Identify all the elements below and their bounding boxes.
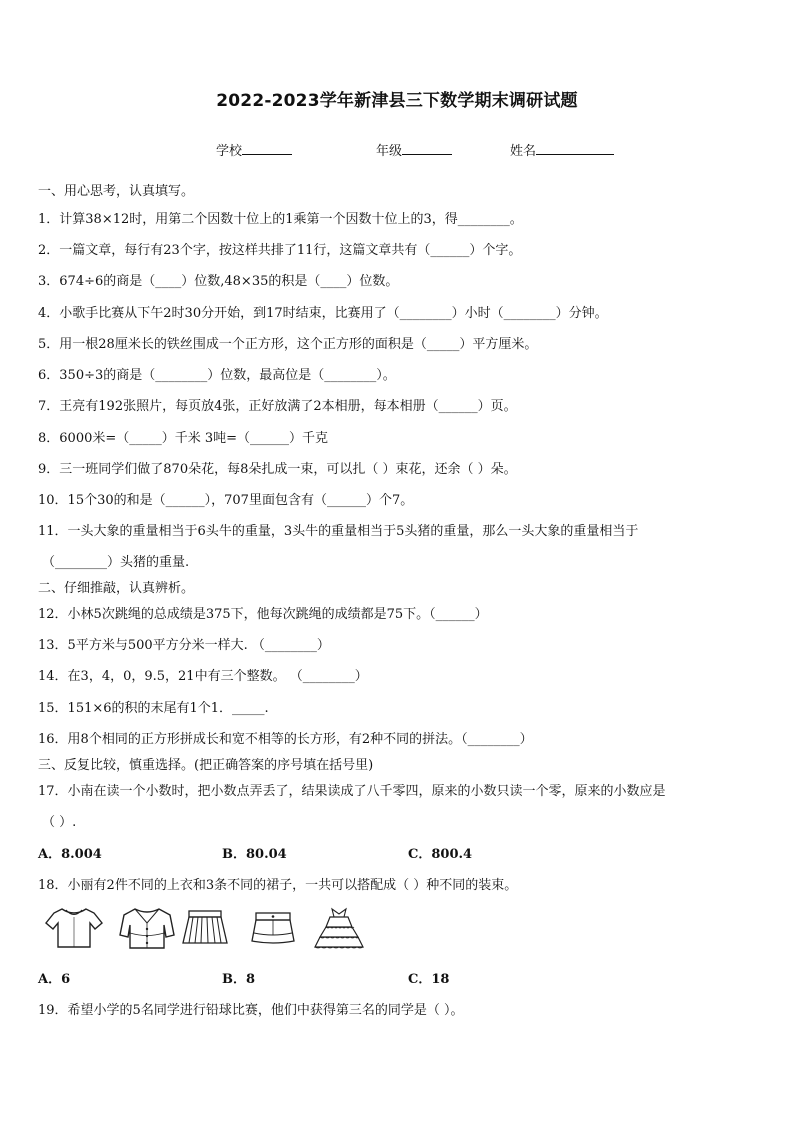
school-label: 学校	[216, 144, 243, 159]
school-field	[216, 140, 292, 159]
question-18: 18．小丽有2件不同的上衣和3条不同的裙子，一共可以搭配成（ ）种不同的装束。	[38, 878, 518, 893]
pleated-skirt-icon	[180, 905, 230, 951]
section-heading-3: 三、反复比较，慎重选择。(把正确答案的序号填在括号里)	[38, 758, 374, 773]
question-10: 10．15个30的和是（______），707里面包含有（______）个7。	[38, 493, 414, 508]
name-blank[interactable]	[536, 141, 614, 155]
question-13: 13．5平方米与500平方分米一样大. （________）	[38, 638, 330, 653]
question-9: 9．三一班同学们做了870朵花，每8朵扎成一束，可以扎（ ）束花，还余（ ）朵。	[38, 462, 517, 477]
short-skirt-icon	[248, 905, 298, 951]
section-heading-2: 二、仔细推敲，认真辨析。	[38, 581, 195, 596]
ruffled-skirt-icon	[312, 905, 366, 951]
question-11-continued: （________）头猪的重量.	[42, 555, 190, 570]
q18-option-a: A．6	[38, 972, 71, 987]
grade-blank[interactable]	[402, 141, 452, 155]
question-1: 1．计算38×12时，用第二个因数十位上的1乘第一个因数十位上的3，得________。	[38, 212, 523, 227]
q17-option-a: A．8.004	[38, 847, 102, 862]
question-4: 4．小歌手比赛从下午2时30分开始，到17时结束，比赛用了（________）小时（________）分钟。	[38, 306, 608, 321]
q18-option-c: C．18	[408, 972, 450, 987]
question-17: 17．小南在读一个小数时，把小数点弄丢了，结果读成了八千零四，原来的小数只读一个零，原来的小数应是	[38, 784, 666, 799]
question-2: 2．一篇文章，每行有23个字，按这样共排了11行，这篇文章共有（______）个字。	[38, 243, 522, 258]
question-6: 6．350÷3的商是（________）位数，最高位是（________）。	[38, 368, 396, 383]
name-field	[510, 140, 614, 159]
question-15: 15．151×6的积的末尾有1个1．_____.	[38, 701, 269, 716]
name-label: 姓名	[510, 144, 537, 159]
section-heading-1: 一、用心思考，认真填写。	[38, 184, 195, 199]
grade-label: 年级	[376, 144, 403, 159]
blouse-icon	[118, 905, 176, 951]
page-title: 2022-2023学年新津县三下数学期末调研试题	[216, 91, 578, 111]
grade-field	[376, 140, 452, 159]
question-12: 12．小林5次跳绳的总成绩是375下，他每次跳绳的成绩都是75下。（______）	[38, 607, 488, 622]
q17-option-b: B．80.04	[222, 847, 287, 862]
question-8: 8．6000米=（_____）千米 3吨=（______）千克	[38, 431, 329, 446]
question-17-continued: （ ）.	[42, 815, 77, 830]
question-7: 7．王亮有192张照片，每页放4张，正好放满了2本相册，每本相册（______）页。	[38, 399, 517, 414]
question-16: 16．用8个相同的正方形拼成长和宽不相等的长方形，有2种不同的拼法。（________）	[38, 732, 533, 747]
question-11: 11．一头大象的重量相当于6头牛的重量，3头牛的重量相当于5头猪的重量，那么一头大象的重量相当于	[38, 524, 639, 539]
shirt-icon	[44, 905, 104, 951]
question-19: 19．希望小学的5名同学进行铅球比赛，他们中获得第三名的同学是（ ）。	[38, 1003, 464, 1018]
question-5: 5．用一根28厘米长的铁丝围成一个正方形，这个正方形的面积是（_____）平方厘米。	[38, 337, 538, 352]
school-blank[interactable]	[242, 141, 292, 155]
q18-option-b: B．8	[222, 972, 256, 987]
question-14: 14．在3，4，0，9.5，21中有三个整数。 （________）	[38, 669, 368, 684]
q17-option-c: C．800.4	[408, 847, 473, 862]
question-3: 3．674÷6的商是（____）位数,48×35的积是（____）位数。	[38, 274, 399, 289]
